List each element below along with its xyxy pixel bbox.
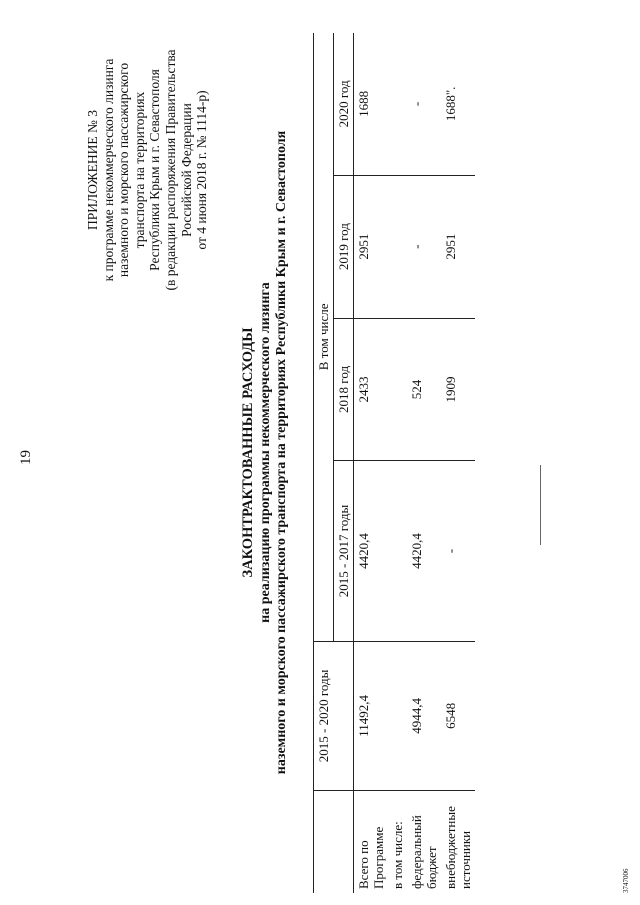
appendix-line: (в редакции распоряжения Правительства: [162, 49, 178, 291]
table-row: [407, 33, 441, 893]
cell-value: 2433: [354, 318, 389, 461]
appendix-line: наземного и морского пассажирского: [116, 62, 132, 278]
header-2015-2017: 2015 - 2017 годы: [334, 461, 354, 641]
cell-value: 11492,4: [354, 641, 389, 790]
appendix-line: Российской Федерации: [178, 103, 194, 237]
cell-value: 2951: [441, 175, 475, 318]
appendix-line: от 4 июня 2018 г. № 1114-р): [194, 90, 210, 250]
cell-value: [388, 175, 407, 318]
cell-value: 1688".: [441, 33, 475, 175]
cell-value: 1688: [354, 33, 389, 175]
cell-value: 4944,4: [407, 641, 441, 790]
appendix-block: [85, 20, 210, 320]
appendix-line: транспорта на территориях: [131, 91, 147, 249]
separator-line: [540, 465, 541, 545]
table-row: [441, 33, 475, 893]
cell-value: -: [407, 175, 441, 318]
cell-value: 4420,4: [407, 461, 441, 641]
row-label: Всего по Программе: [356, 826, 386, 889]
expenses-table: [313, 33, 475, 893]
header-2018: 2018 год: [334, 318, 354, 461]
cell-value: [388, 33, 407, 175]
title-main: ЗАКОНТРАКТОВАННЫЕ РАСХОДЫ: [240, 327, 256, 578]
header-2019: 2019 год: [334, 175, 354, 318]
cell-value: 6548: [441, 641, 475, 790]
title-line: на реализацию программы некоммерческого лизинга: [258, 282, 273, 623]
header-total-period: 2015 - 2020 годы: [314, 641, 354, 790]
cell-value: [388, 641, 407, 790]
cell-value: 2951: [354, 175, 389, 318]
appendix-line: к программе некоммерческого лизинга: [100, 58, 116, 282]
table-row: [354, 33, 389, 893]
title-line: наземного и морского пассажирского транспорта на территориях Республики Крым и г. Севастополя: [274, 130, 289, 775]
cell-value: -: [441, 461, 475, 641]
table-row: [388, 33, 407, 893]
appendix-line: Республики Крым и г. Севастополя: [147, 69, 163, 271]
appendix-line: ПРИЛОЖЕНИЕ № 3: [85, 109, 100, 231]
table-header-row: [314, 33, 334, 893]
cell-value: 4420,4: [354, 461, 389, 641]
cell-value: [388, 461, 407, 641]
row-label: в том числе:: [390, 821, 405, 889]
document-code: 3747006: [622, 868, 630, 893]
row-label: федеральный бюджет: [409, 815, 439, 889]
cell-value: 524: [407, 318, 441, 461]
page-number: 19: [18, 450, 34, 465]
document-title: [240, 0, 290, 905]
row-label: внебюджетные источники: [443, 806, 473, 889]
cell-value: [388, 318, 407, 461]
cell-value: 1909: [441, 318, 475, 461]
header-corner: [314, 791, 354, 893]
header-2020: 2020 год: [334, 33, 354, 175]
header-including: В том числе: [314, 33, 334, 641]
cell-value: -: [407, 33, 441, 175]
